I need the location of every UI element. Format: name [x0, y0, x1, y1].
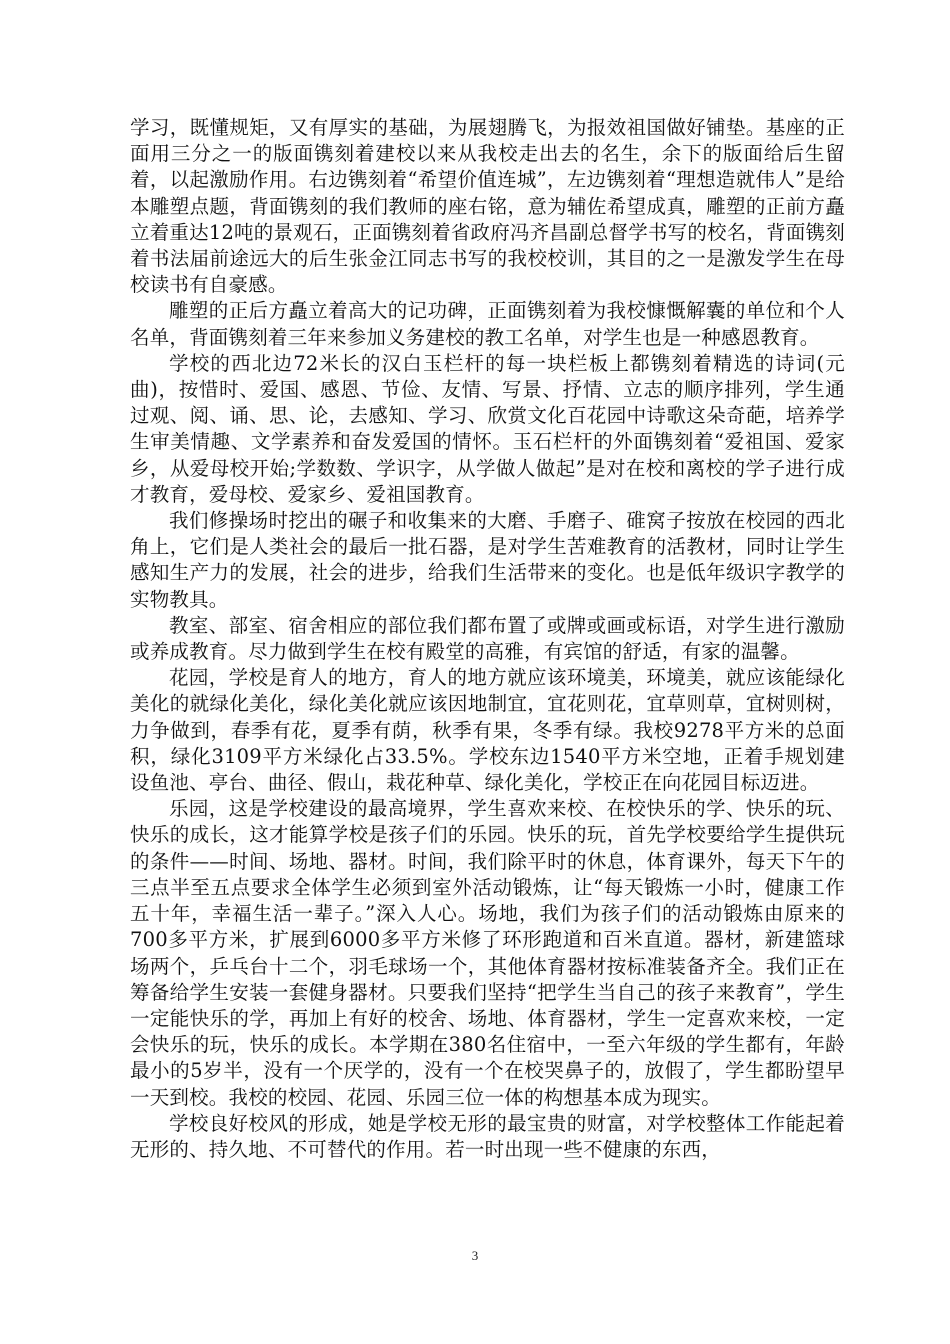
paragraph-4: 我们修操场时挖出的碾子和收集来的大磨、手磨子、碓窝子按放在校园的西北角上，它们是人类社会的最后一批石器，是对学生苦难教育的活教材，同时让学生感知生产力的发展，社会的进步，给我们生活带来的变化。也是低年级识字教学的实物教具。 [130, 509, 845, 611]
page-number: 3 [471, 1248, 479, 1263]
paragraph-7: 乐园，这是学校建设的最高境界，学生喜欢来校、在校快乐的学、快乐的玩、快乐的成长，这才能算学校是孩子们的乐园。快乐的玩，首先学校要给学生提供玩的条件——时间、场地、器材。时间，我们除平时的休息，体育课外，每天下午的三点半至五点要求全体学生必须到室外活动锻炼，让“每天锻炼一小时，健康工作五十年，幸福生活一辈子。”深入人心。场地，我们为孩子们的活动锻炼由原来的700多平方米，扩展到6000多平方米修了环形跑道和百米直道。器材，新建篮球场两个，乒乓台十二个，羽毛球场一个，其他体育器材按标准装备齐全。我们正在筹备给学生安装一套健身器材。只要我们坚持“把学生当自己的孩子来教育”，学生一定能快乐的学，再加上有好的校舍、场地、体育器材，学生一定喜欢来校，一定会快乐的玩，快乐的成长。本学期在380名住宿中，一至六年级的学生都有，年龄最小的5岁半，没有一个厌学的，没有一个在校哭鼻子的，放假了，学生都盼望早一天到校。我校的校园、花园、乐园三位一体的构想基本成为现实。 [130, 797, 845, 1109]
paragraph-2: 雕塑的正后方矗立着高大的记功碑，正面镌刻着为我校慷慨解囊的单位和个人名单，背面镌刻着三年来参加义务建校的教工名单，对学生也是一种感恩教育。 [130, 299, 845, 349]
document-body [130, 115, 845, 1163]
paragraph-3: 学校的西北边72米长的汉白玉栏杆的每一块栏板上都镌刻着精选的诗词(元曲)，按惜时、爱国、感恩、节俭、友情、写景、抒情、立志的顺序排列，学生通过观、阅、诵、思、论，去感知、学习、欣赏文化百花园中诗歌这朵奇葩，培养学生审美情趣、文学素养和奋发爱国的情怀。玉石栏杆的外面镌刻着“爱祖国、爱家乡，从爱母校开始;学数数、学识字，从学做人做起”是对在校和离校的学子进行成才教育，爱母校、爱家乡、爱祖国教育。 [130, 351, 845, 506]
paragraph-1: 学习，既懂规矩，又有厚实的基础，为展翅腾飞，为报效祖国做好铺垫。基座的正面用三分之一的版面镌刻着建校以来从我校走出去的名生，余下的版面给后生留着，以起激励作用。右边镌刻着“希望价值连城”，左边镌刻着“理想造就伟人”是给本雕塑点题，背面镌刻的我们教师的座右铭，意为辅佐希望成真，雕塑的正前方矗立着重达12吨的景观石，正面镌刻着省政府冯齐昌副总督学书写的校名，背面镌刻着书法届前途远大的后生张金江同志书写的我校校训，其目的之一是激发学生在母校读书有自豪感。 [130, 116, 845, 297]
paragraph-8: 学校良好校风的形成，她是学校无形的最宝贵的财富，对学校整体工作能起着无形的、持久地、不可替代的作用。若一时出现一些不健康的东西， [130, 1111, 845, 1161]
paragraph-6: 花园，学校是育人的地方，育人的地方就应该环境美，环境美，就应该能绿化美化的就绿化美化，绿化美化就应该因地制宜，宜花则花，宜草则草，宜树则树，力争做到，春季有花，夏季有荫，秋季有果，冬季有绿。我校9278平方米的总面积，绿化3109平方米绿化占33.5%。学校东边1540平方米空地，正着手规划建设鱼池、亭台、曲径、假山，栽花种草、绿化美化，学校正在向花园目标迈进。 [130, 666, 845, 795]
paragraph-5: 教室、部室、宿舍相应的部位我们都布置了或牌或画或标语，对学生进行激励或养成教育。尽力做到学生在校有殿堂的高雅，有宾馆的舒适，有家的温馨。 [130, 613, 845, 664]
